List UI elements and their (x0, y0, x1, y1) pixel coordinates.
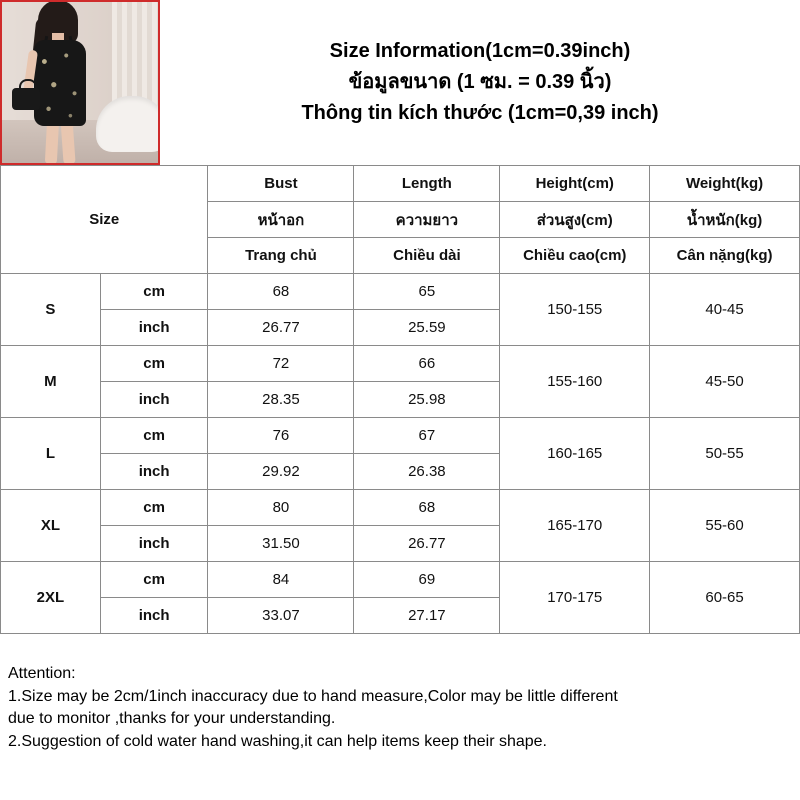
cell-length-inch: 26.38 (354, 454, 500, 490)
attention-note-1a: 1.Size may be 2cm/1inch inaccuracy due to hand measure,Color may be little different (8, 687, 618, 705)
table-header-row-en (1, 166, 800, 202)
attention-note-2: 2.Suggestion of cold water hand washing,it can help items keep their shape. (8, 733, 547, 751)
cell-bust-cm: 84 (208, 562, 354, 598)
photo-curtain (112, 0, 160, 108)
col-header-weight-en: Weight(kg) (650, 166, 800, 202)
photo-bathtub (96, 96, 160, 152)
cell-bust-cm: 76 (208, 418, 354, 454)
cell-bust-inch: 29.92 (208, 454, 354, 490)
cell-height: 155-160 (500, 346, 650, 418)
cell-length-inch: 25.59 (354, 310, 500, 346)
cell-weight: 45-50 (650, 346, 800, 418)
title-block (160, 0, 800, 165)
dress-floral-pattern (34, 40, 86, 126)
row-unit-cm: cm (100, 490, 208, 526)
cell-height: 150-155 (500, 274, 650, 346)
row-size-label: XL (1, 490, 101, 562)
row-size-label: L (1, 418, 101, 490)
col-header-weight-vi: Cân nặng(kg) (650, 238, 800, 274)
col-header-bust-vi: Trang chủ (208, 238, 354, 274)
row-size-label: M (1, 346, 101, 418)
product-photo (0, 0, 160, 165)
row-unit-inch: inch (100, 310, 208, 346)
header (0, 0, 800, 165)
title-line-en: Size Information(1cm=0.39inch) (329, 40, 631, 62)
model-handbag (12, 88, 40, 110)
row-unit-cm: cm (100, 562, 208, 598)
row-unit-inch: inch (100, 598, 208, 634)
row-unit-inch: inch (100, 382, 208, 418)
size-word-cell: Size (1, 166, 208, 274)
photo-background (0, 0, 160, 165)
table-row (1, 274, 800, 310)
col-header-height-th: ส่วนสูง(cm) (500, 202, 650, 238)
table-row (1, 490, 800, 526)
row-unit-cm: cm (100, 274, 208, 310)
cell-length-inch: 25.98 (354, 382, 500, 418)
col-header-length-en: Length (354, 166, 500, 202)
title-line-th: ข้อมูลขนาด (1 ซม. = 0.39 นิ้ว) (348, 71, 612, 93)
col-header-bust-en: Bust (208, 166, 354, 202)
cell-bust-inch: 26.77 (208, 310, 354, 346)
cell-weight: 50-55 (650, 418, 800, 490)
cell-weight: 40-45 (650, 274, 800, 346)
title-line-vi: Thông tin kích thước (1cm=0,39 inch) (301, 102, 659, 124)
cell-height: 165-170 (500, 490, 650, 562)
cell-length-cm: 68 (354, 490, 500, 526)
cell-length-inch: 26.77 (354, 526, 500, 562)
cell-weight: 60-65 (650, 562, 800, 634)
row-size-label: 2XL (1, 562, 101, 634)
col-header-height-en: Height(cm) (500, 166, 650, 202)
cell-length-cm: 67 (354, 418, 500, 454)
col-header-weight-th: น้ำหนัก(kg) (650, 202, 800, 238)
cell-length-cm: 65 (354, 274, 500, 310)
row-unit-inch: inch (100, 454, 208, 490)
cell-height: 170-175 (500, 562, 650, 634)
row-size-label: S (1, 274, 101, 346)
cell-bust-cm: 72 (208, 346, 354, 382)
row-unit-inch: inch (100, 526, 208, 562)
row-unit-cm: cm (100, 346, 208, 382)
cell-length-cm: 69 (354, 562, 500, 598)
attention-section (0, 657, 800, 800)
attention-note-1b: due to monitor ,thanks for your understanding. (8, 710, 336, 728)
col-header-bust-th: หน้าอก (208, 202, 354, 238)
cell-bust-inch: 31.50 (208, 526, 354, 562)
model-dress (34, 40, 86, 126)
cell-length-inch: 27.17 (354, 598, 500, 634)
cell-bust-cm: 80 (208, 490, 354, 526)
cell-weight: 55-60 (650, 490, 800, 562)
col-header-length-th: ความยาว (354, 202, 500, 238)
size-table (0, 165, 800, 634)
cell-length-cm: 66 (354, 346, 500, 382)
row-unit-cm: cm (100, 418, 208, 454)
cell-bust-inch: 28.35 (208, 382, 354, 418)
col-header-length-vi: Chiều dài (354, 238, 500, 274)
cell-bust-cm: 68 (208, 274, 354, 310)
cell-height: 160-165 (500, 418, 650, 490)
table-row (1, 418, 800, 454)
col-header-height-vi: Chiều cao(cm) (500, 238, 650, 274)
cell-bust-inch: 33.07 (208, 598, 354, 634)
table-row (1, 562, 800, 598)
attention-heading: Attention: (8, 665, 76, 682)
table-row (1, 346, 800, 382)
